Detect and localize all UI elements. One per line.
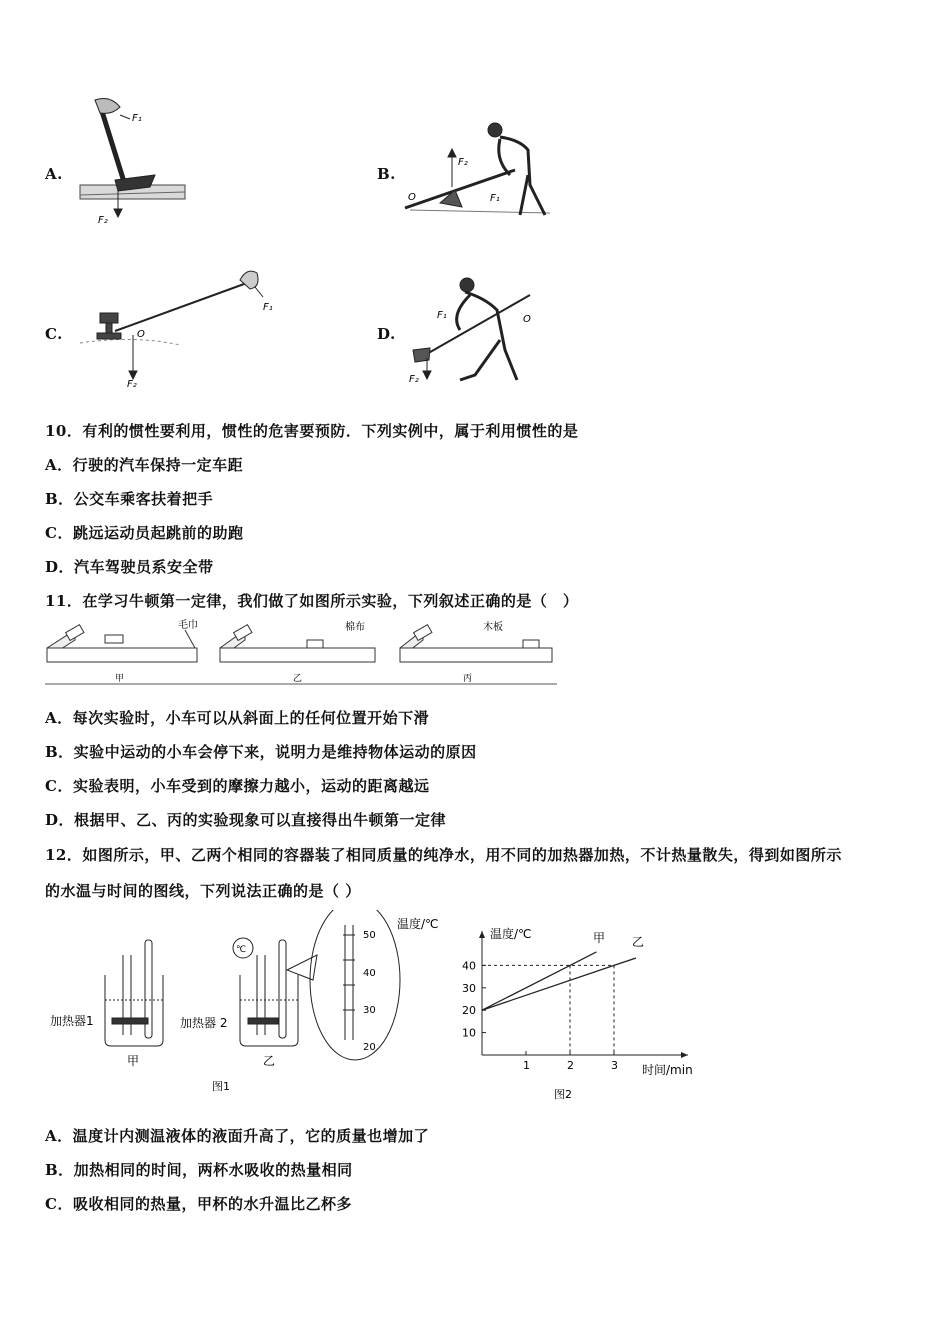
force-f1-label: F₁ xyxy=(263,302,273,313)
y-axis-arrow xyxy=(479,931,485,938)
q10-option-a: A．行驶的汽车保持一定车距 xyxy=(45,456,244,474)
surface-label-cotton: 棉布 xyxy=(345,622,365,633)
option-a-label: A. xyxy=(45,165,63,183)
question-10-stem: 10．有利的惯性要利用，惯性的危害要预防．下列实例中，属于利用惯性的是 xyxy=(45,422,579,440)
x-tick-label-3: 3 xyxy=(611,1059,618,1072)
temp-label-fig1: 温度/℃ xyxy=(397,917,439,931)
figure-2-temperature-chart xyxy=(460,915,710,1105)
heater-2-label: 加热器 2 xyxy=(180,1016,228,1030)
force-f1-label: F₁ xyxy=(490,193,500,204)
setup-caption-bing: 丙 xyxy=(463,674,473,684)
option-c-label: C. xyxy=(45,325,63,343)
x-axis-arrow xyxy=(681,1052,688,1058)
pivot-o-label: O xyxy=(523,314,531,325)
chart-y-axis-label: 温度/℃ xyxy=(490,927,532,941)
beaker-jia-label: 甲 xyxy=(127,1054,140,1068)
man-with-bar-b xyxy=(405,123,550,215)
figure-2-caption: 图2 xyxy=(554,1088,572,1101)
q10-option-b: B．公交车乘客扶着把手 xyxy=(45,490,214,508)
figure-1-caption: 图1 xyxy=(212,1080,230,1093)
lever-figure-a xyxy=(70,95,190,235)
option-b-label: B. xyxy=(377,165,396,183)
x-tick-label-2: 2 xyxy=(567,1059,574,1072)
lever-figure-c xyxy=(75,265,290,390)
series-line-1 xyxy=(482,958,636,1010)
chart-x-axis-label: 时间/min xyxy=(642,1063,693,1077)
q11-option-d: D．根据甲、乙、丙的实验现象可以直接得出牛顿第一定律 xyxy=(45,811,447,829)
surface-label-towel: 毛巾 xyxy=(178,620,198,631)
beaker-yi-label: 乙 xyxy=(263,1054,276,1068)
ramp-setup-3 xyxy=(400,625,552,662)
y-tick-label-40: 40 xyxy=(462,959,476,973)
q10-option-c: C．跳远运动员起跳前的助跑 xyxy=(45,524,244,542)
series-label-yi: 乙 xyxy=(632,935,645,949)
question-12-stem-line1: 12．如图所示，甲、乙两个相同的容器装了相同质量的纯净水，用不同的加热器加热，不计热量散失，得到如图所示 xyxy=(45,846,842,864)
question-12-stem-line2: 的水温与时间的图线，下列说法正确的是（ ） xyxy=(45,882,361,900)
q11-option-c: C．实验表明，小车受到的摩擦力越小，运动的距离越远 xyxy=(45,777,430,795)
q11-option-a: A．每次实验时，小车可以从斜面上的任何位置开始下滑 xyxy=(45,709,430,727)
series-line-0 xyxy=(482,952,596,1010)
y-tick-label-30: 30 xyxy=(462,981,476,995)
ramp-setup-1 xyxy=(47,625,197,662)
series-label-jia: 甲 xyxy=(593,931,606,945)
q12-option-b: B．加热相同的时间，两杯水吸收的热量相同 xyxy=(45,1161,353,1179)
lever-figure-d xyxy=(405,270,550,390)
scale-20: 20 xyxy=(363,1042,376,1053)
force-f2-label: F₂ xyxy=(98,215,108,226)
y-tick-label-20: 20 xyxy=(462,1004,476,1018)
q11-option-b: B．实验中运动的小车会停下来，说明力是维持物体运动的原因 xyxy=(45,743,477,761)
setup-caption-jia: 甲 xyxy=(115,674,125,684)
celsius-symbol: ℃ xyxy=(236,945,247,955)
man-with-shovel-d xyxy=(413,278,530,380)
pivot-o-label: O xyxy=(408,192,416,203)
q12-option-c: C．吸收相同的热量，甲杯的水升温比乙杯多 xyxy=(45,1195,352,1213)
scale-30: 30 xyxy=(363,1005,376,1016)
setup-caption-yi: 乙 xyxy=(293,674,303,684)
force-f2-label: F₂ xyxy=(458,157,468,168)
force-f2-label: F₂ xyxy=(127,379,137,390)
newton-experiment-figure xyxy=(45,618,557,686)
pivot-o-label: O xyxy=(137,329,145,340)
beaker-jia xyxy=(105,940,163,1046)
x-tick-label-1: 1 xyxy=(523,1059,530,1072)
force-f1-label: F₁ xyxy=(132,113,142,124)
figure-1-beakers xyxy=(45,910,455,1100)
lever-figure-b xyxy=(400,115,565,230)
q10-option-d: D．汽车驾驶员系安全带 xyxy=(45,558,214,576)
force-f1-label: F₁ xyxy=(437,310,447,321)
scale-50: 50 xyxy=(363,930,376,941)
scale-40: 40 xyxy=(363,968,376,979)
option-d-label: D. xyxy=(377,325,396,343)
heater-1-label: 加热器1 xyxy=(50,1014,94,1028)
y-tick-label-10: 10 xyxy=(462,1026,476,1040)
thermometer-zoom xyxy=(287,910,400,1060)
question-11-stem: 11．在学习牛顿第一定律，我们做了如图所示实验，下列叙述正确的是（ ） xyxy=(45,592,579,610)
surface-label-wood: 木板 xyxy=(483,622,503,633)
q12-option-a: A．温度计内测温液体的液面升高了，它的质量也增加了 xyxy=(45,1127,430,1145)
force-f2-label: F₂ xyxy=(409,374,419,385)
crowbar-rail-c xyxy=(80,271,263,379)
